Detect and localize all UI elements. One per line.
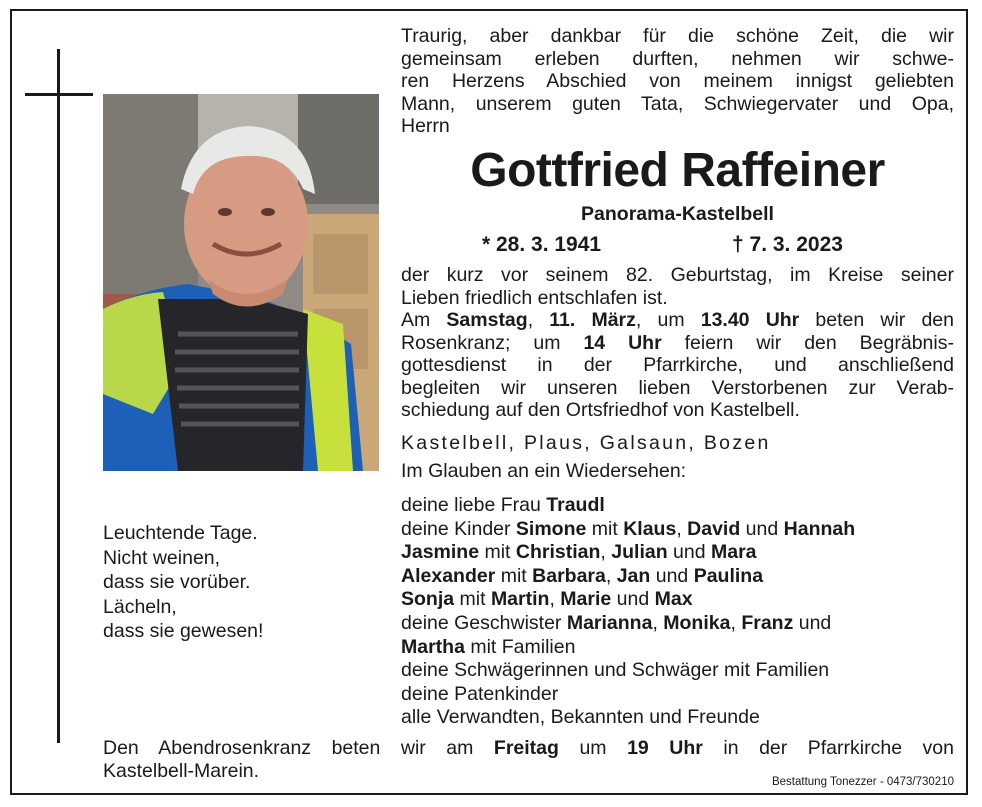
- intro-paragraph: [401, 25, 954, 138]
- body-line: Am Samstag, 11. März, um 13.40 Uhr beten wir den: [401, 309, 954, 331]
- mourner-line: Sonja mit Martin, Marie und Max: [401, 588, 693, 611]
- mourner-line: deine Schwägerinnen und Schwäger mit Familien: [401, 659, 830, 682]
- funeral-home-credit: Bestattung Tonezzer - 0473/730210: [771, 776, 954, 788]
- intro-line: Mann, unserem guten Tata, Schwiegervater und Opa,: [401, 92, 954, 115]
- footer-line: Den Abendrosenkranz beten wir am Freitag um 19 Uhr in der Pfarrkirche von: [103, 737, 954, 759]
- body-line: Rosenkranz; um 14 Uhr feiern wir den Begräbnis-: [401, 331, 954, 354]
- mourner-line: deine Geschwister Marianna, Monika, Franz und: [401, 611, 832, 634]
- poem-line: dass sie vorüber.: [103, 571, 251, 593]
- death-date: † 7. 3. 2023: [732, 233, 843, 256]
- poem: [103, 521, 263, 644]
- footer-line: Kastelbell-Marein.: [103, 760, 260, 782]
- intro-line: ren Herzens Abschied von meinem innigst geliebten: [401, 70, 954, 92]
- poem-line: Leuchtende Tage.: [103, 522, 258, 544]
- poem-line: dass sie gewesen!: [103, 620, 264, 642]
- mourner-line: deine Kinder Simone mit Klaus, David und Hannah: [401, 517, 856, 540]
- mourner-line: Alexander mit Barbara, Jan und Paulina: [401, 564, 764, 587]
- mourner-line: alle Verwandten, Bekannten und Freunde: [401, 706, 760, 729]
- cross-vertical: [57, 49, 60, 743]
- poem-line: Lächeln,: [103, 595, 177, 618]
- body-line: schiedung auf den Ortsfriedhof von Kastelbell.: [401, 399, 800, 421]
- body-line: Lieben friedlich entschlafen ist.: [401, 286, 668, 309]
- mourners-list: [401, 494, 855, 730]
- body-line: gottesdienst in der Pfarrkirche, und anschließend: [401, 354, 954, 376]
- birth-date: * 28. 3. 1941: [482, 233, 602, 256]
- deceased-place: Panorama-Kastelbell: [581, 203, 774, 225]
- mourner-line: deine liebe Frau Traudl: [401, 494, 605, 516]
- mourner-line: Martha mit Familien: [401, 635, 576, 658]
- faith-line: Im Glauben an ein Wiedersehen:: [401, 460, 687, 482]
- body-line: begleiten wir unseren lieben Verstorbenen zur Verab-: [401, 376, 954, 399]
- intro-line: Herrn: [401, 115, 450, 137]
- poem-line: Nicht weinen,: [103, 546, 221, 569]
- mourner-line: deine Patenkinder: [401, 682, 559, 705]
- cross-horizontal: [25, 93, 93, 96]
- portrait-photo: [103, 94, 379, 471]
- deceased-name: Gottfried Raffeiner: [470, 144, 885, 197]
- body-line: der kurz vor seinem 82. Geburtstag, im Kreise seiner: [401, 264, 954, 286]
- intro-line: gemeinsam erleben durften, nehmen wir schwe-: [401, 47, 954, 70]
- mourner-line: Jasmine mit Christian, Julian und Mara: [401, 541, 757, 564]
- funeral-paragraph: [401, 264, 954, 422]
- places-line: Kastelbell, Plaus, Galsaun, Bozen: [401, 432, 771, 454]
- intro-line: Traurig, aber dankbar für die schöne Zeit, die wir: [401, 25, 954, 47]
